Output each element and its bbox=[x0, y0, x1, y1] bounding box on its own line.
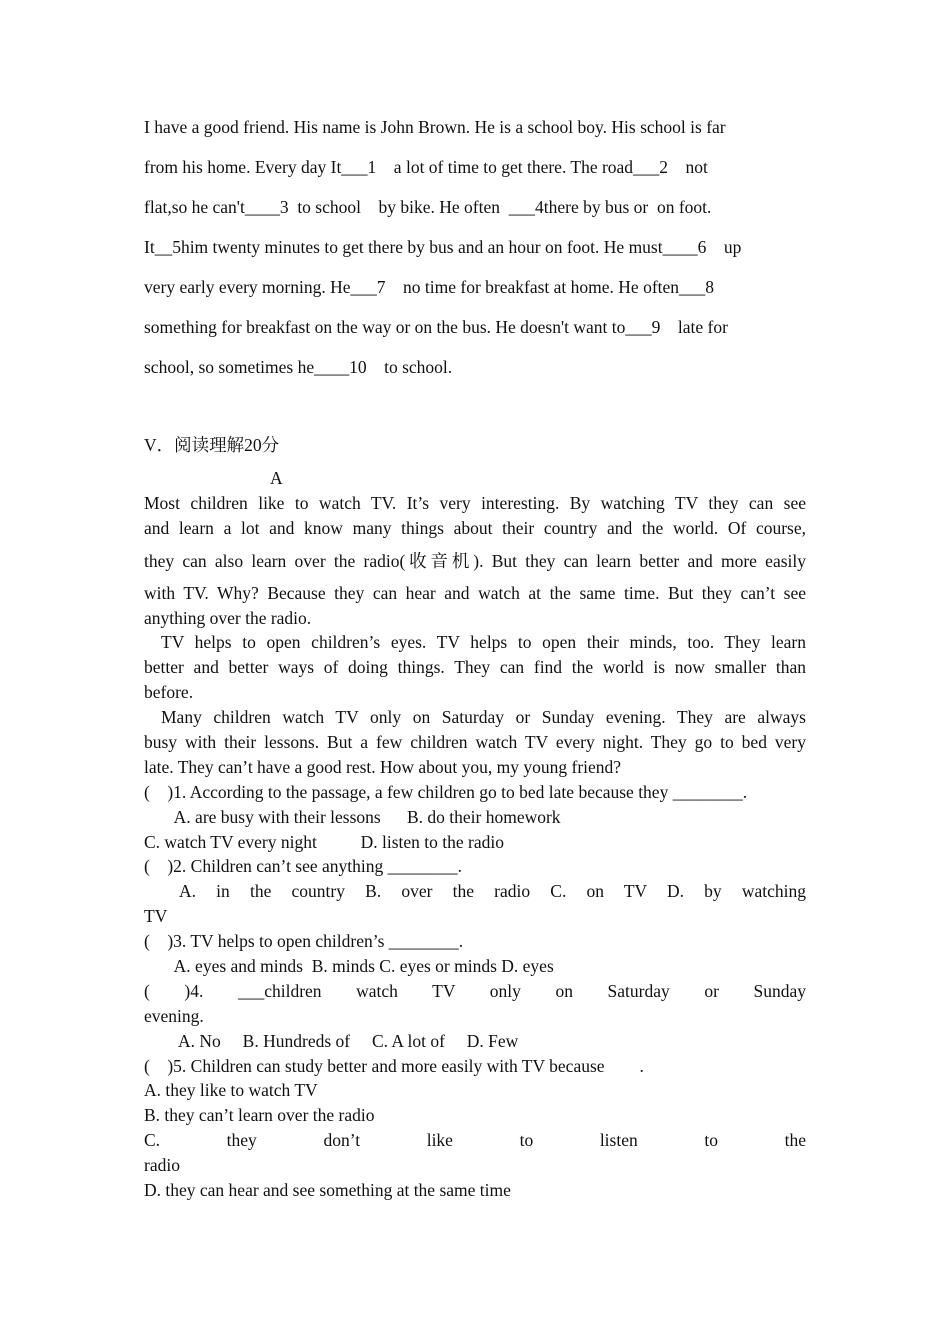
reading-passage bbox=[144, 466, 806, 1203]
passage-line: busy with their lessons. But a few children watch TV every night. They go to bed very bbox=[144, 732, 806, 753]
cloze-line: It__5him twenty minutes to get there by bus and an hour on foot. He must____6 up bbox=[144, 237, 742, 257]
cloze-line: flat,so he can't____3 to school by bike. He often ___4there by bus or on foot. bbox=[144, 197, 712, 217]
cloze-line: school, so sometimes he____10 to school. bbox=[144, 357, 453, 377]
option-line: C. watch TV every night D. listen to the radio bbox=[144, 831, 504, 852]
option-line: B. they can’t learn over the radio bbox=[144, 1105, 375, 1126]
option-line: A. eyes and minds B. minds C. eyes or minds D. eyes bbox=[144, 956, 554, 977]
option-line: TV bbox=[144, 906, 168, 927]
question-line: ( )5. Children can study better and more easily with TV because . bbox=[144, 1055, 644, 1076]
cloze-line: I have a good friend. His name is John Brown. He is a school boy. His school is far bbox=[144, 117, 726, 137]
question-line: ( )4. ___children watch TV only on Saturday or Sunday bbox=[144, 980, 806, 1001]
option-line: A. No B. Hundreds of C. A lot of D. Few bbox=[144, 1030, 519, 1051]
passage-line: Most children like to watch TV. It’s very interesting. By watching TV they can see bbox=[144, 492, 806, 513]
question-line: ( )1. According to the passage, a few children go to bed late because they ________. bbox=[144, 781, 748, 802]
section-heading: V．阅读理解20分 bbox=[144, 435, 280, 455]
passage-line: anything over the radio. bbox=[144, 607, 312, 628]
passage-line: and learn a lot and know many things about their country and the world. Of course, bbox=[144, 517, 806, 538]
option-line: A. are busy with their lessons B. do their homework bbox=[144, 806, 561, 827]
option-line: A. in the country B. over the radio C. on TV D. by watching bbox=[179, 881, 806, 902]
cloze-line: from his home. Every day It___1 a lot of time to get there. The road___2 not bbox=[144, 157, 708, 177]
passage-line: better and better ways of doing things. They can find the world is now smaller than bbox=[144, 657, 806, 678]
option-line: radio bbox=[144, 1155, 180, 1176]
passage-line: they can also learn over the radio(收音机). But they can learn better and more easily bbox=[144, 550, 806, 571]
passage-line: TV helps to open children’s eyes. TV helps to open their minds, too. They learn bbox=[161, 632, 806, 653]
option-line: A. they like to watch TV bbox=[144, 1080, 318, 1101]
passage-line: Many children watch TV only on Saturday or Sunday evening. They are always bbox=[161, 707, 806, 728]
passage-label: A bbox=[270, 468, 283, 488]
option-line: D. they can hear and see something at the same time bbox=[144, 1180, 511, 1201]
passage-line: late. They can’t have a good rest. How about you, my young friend? bbox=[144, 756, 622, 777]
question-line: ( )3. TV helps to open children’s ________. bbox=[144, 931, 464, 952]
passage-line: before. bbox=[144, 682, 194, 703]
question-line: ( )2. Children can’t see anything ________. bbox=[144, 856, 463, 877]
passage-line: with TV. Why? Because they can hear and watch at the same time. But they can’t see bbox=[144, 582, 806, 603]
cloze-line: very early every morning. He___7 no time for breakfast at home. He often___8 bbox=[144, 277, 715, 297]
question-line: evening. bbox=[144, 1005, 204, 1026]
cloze-line: something for breakfast on the way or on the bus. He doesn't want to___9 late for bbox=[144, 317, 728, 337]
option-line: C. they don’t like to listen to the bbox=[144, 1130, 806, 1151]
cloze-passage bbox=[144, 107, 824, 387]
